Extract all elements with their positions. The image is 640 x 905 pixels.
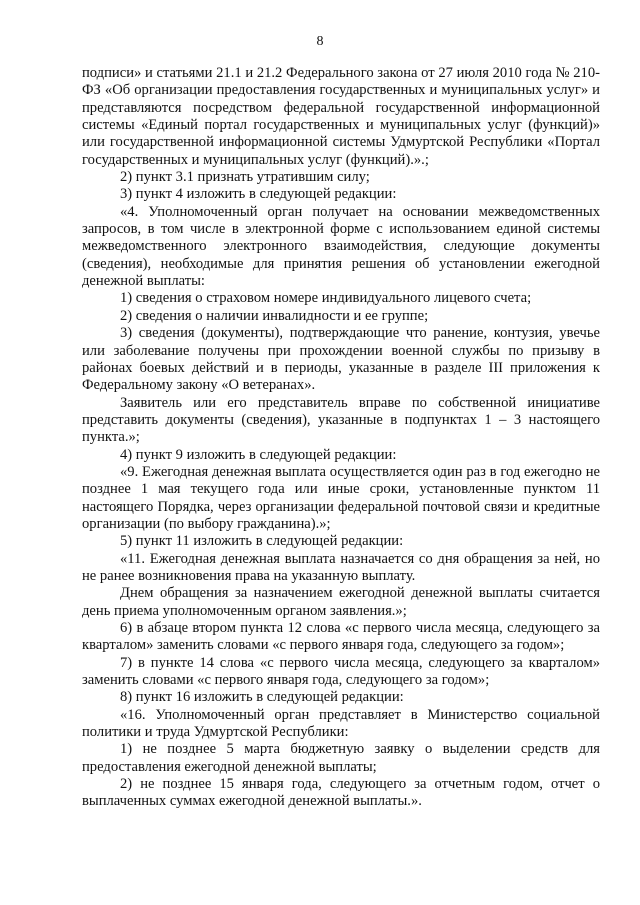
paragraph: 2) сведения о наличии инвалидности и ее группе; — [120, 307, 429, 324]
paragraph: 5) пункт 11 изложить в следующей редакции: — [120, 533, 404, 550]
paragraph: подписи» и статьями 21.1 и 21.2 Федерального закона от 27 июля 2010 года № 210-ФЗ «Об организации предоставления государственных и муниципальных услуг» и представляются посредством федеральной государственной информационной системы «Единый портал государственных и муниципальных услуг (функций)» или государственной информационной системы Удмуртской Республики «Портал государственных и муниципальных услуг (функций).».; — [82, 65, 600, 168]
document-body — [82, 65, 600, 811]
paragraph: 2) пункт 3.1 признать утратившим силу; — [120, 169, 370, 186]
paragraph: 2) не позднее 15 января года, следующего за отчетным годом, отчет о выплаченных суммах ежегодной денежной выплаты.». — [82, 776, 600, 810]
page-number: 8 — [316, 34, 324, 49]
paragraph: Днем обращения за назначением ежегодной денежной выплаты считается день приема уполномоченным органом заявления.»; — [82, 585, 600, 619]
paragraph: 6) в абзаце втором пункта 12 слова «с первого числа месяца, следующего за кварталом» заменить словами «с первого января года, следующего за годом»; — [82, 620, 600, 654]
paragraph: «11. Ежегодная денежная выплата назначается со дня обращения за ней, но не ранее возникновения права на указанную выплату. — [82, 550, 600, 584]
paragraph: Заявитель или его представитель вправе по собственной инициативе представить документы (сведения), указанные в подпунктах 1 – 3 настоящего пункта.»; — [82, 394, 600, 446]
paragraph: 4) пункт 9 изложить в следующей редакции: — [120, 446, 397, 463]
paragraph: 7) в пункте 14 слова «с первого числа месяца, следующего за кварталом» заменить словами «с первого января года, следующего за годом»; — [82, 654, 600, 689]
paragraph: «9. Ежегодная денежная выплата осуществляется один раз в год ежегодно не позднее 1 мая текущего года или иные сроки, установленные пунктом 11 настоящего Порядка, через организации федеральной почтовой связи и кредитные организации (по выбору гражданина).»; — [82, 463, 600, 532]
paragraph: 1) сведения о страховом номере индивидуального лицевого счета; — [120, 290, 532, 307]
paragraph: 3) пункт 4 изложить в следующей редакции: — [120, 186, 397, 203]
paragraph: «16. Уполномоченный орган представляет в Министерство социальной политики и труда Удмуртской Республики: — [82, 706, 600, 741]
paragraph: 3) сведения (документы), подтверждающие что ранение, контузия, увечье или заболевание получены при прохождении военной службы по призыву в районах боевых действий и в периоды, указанные в разделе III приложения к Федеральному закону «О ветеранах». — [82, 325, 600, 394]
paragraph: 8) пункт 16 изложить в следующей редакции: — [120, 689, 404, 706]
paragraph: «4. Уполномоченный орган получает на основании межведомственных запросов, в том числе в электронной форме с использованием единой системы межведомственного электронного взаимодействия, следующие документы (сведения), необходимые для принятия решения об установлении ежегодной денежной выплаты: — [82, 203, 600, 290]
paragraph: 1) не позднее 5 марта бюджетную заявку о выделении средств для предоставления ежегодной денежной выплаты; — [82, 741, 600, 775]
